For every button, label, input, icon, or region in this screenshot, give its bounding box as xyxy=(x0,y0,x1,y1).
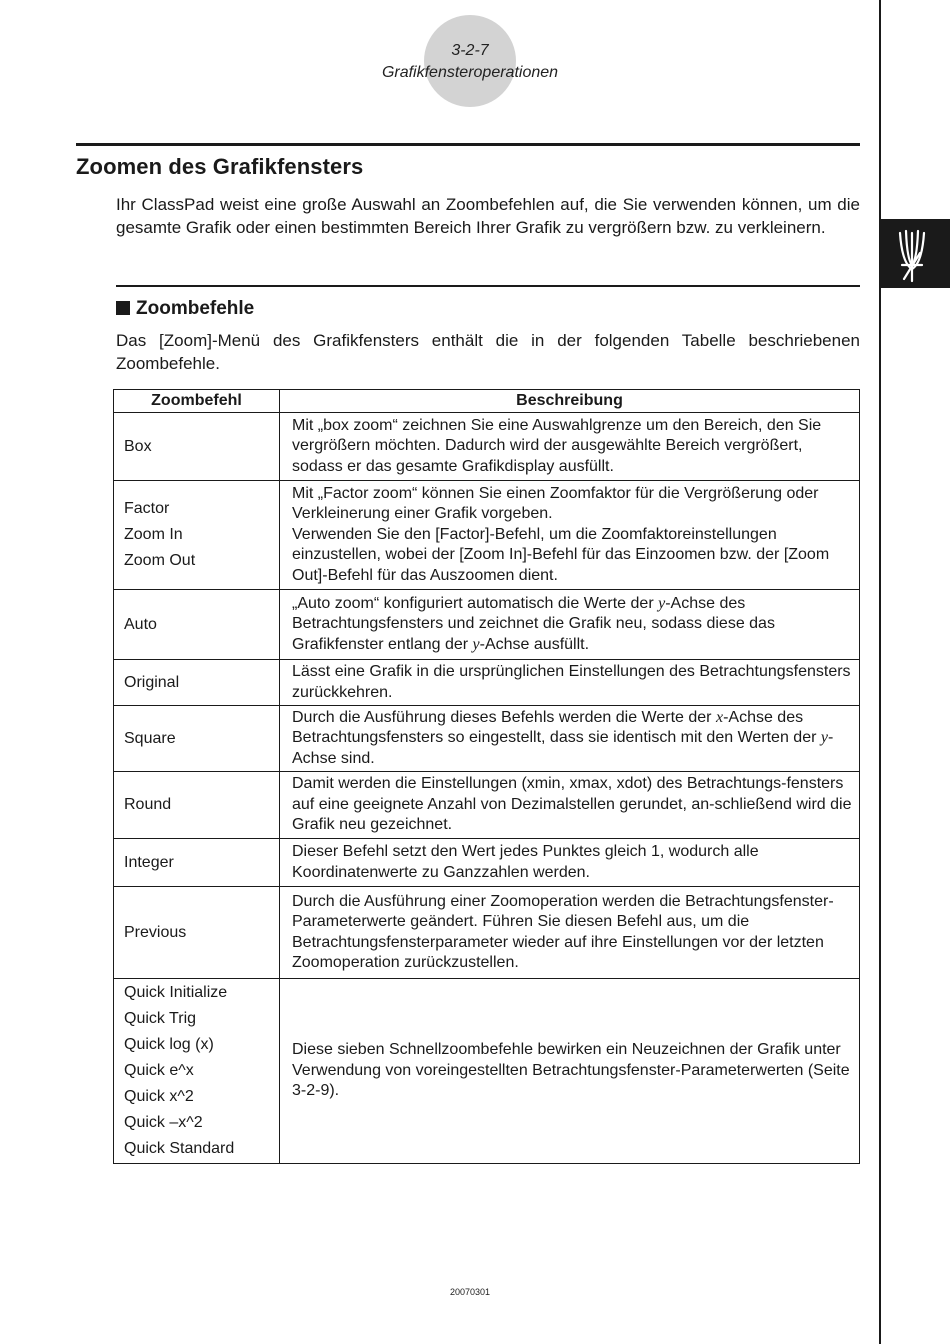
description-text: Durch die Ausführung dieses Befehls werden die Werte der xyxy=(292,708,716,726)
table-row xyxy=(114,481,860,590)
command-name: Quick Trig xyxy=(124,1010,197,1027)
command-name: Quick Standard xyxy=(124,1140,235,1157)
axis-variable: x xyxy=(715,708,724,726)
table-header-row xyxy=(114,390,860,413)
column-header-command: Zoombefehl xyxy=(114,390,280,413)
command-name: Round xyxy=(124,796,172,813)
command-cell xyxy=(114,590,280,660)
description-cell xyxy=(280,979,860,1164)
table-row xyxy=(114,590,860,660)
intro-paragraph: Ihr ClassPad weist eine große Auswahl an Zoombefehlen auf, die Sie verwenden können, um die gesamte Grafik oder einen bestimmten Bereich Ihrer Grafik zu vergrößern bzw. zu verkleinern. xyxy=(116,195,860,237)
command-name: Integer xyxy=(124,853,174,871)
table-row xyxy=(114,772,860,839)
header-circle xyxy=(424,15,516,107)
axis-variable: y xyxy=(820,729,828,747)
chapter-tab xyxy=(880,219,950,288)
command-cell xyxy=(114,772,280,839)
table-row xyxy=(114,706,860,772)
description-text: -Achse des Betrachtungsfensters und zeichnet die Grafik neu, sodass diese das Grafikfenster entlang der xyxy=(292,594,775,653)
description-text: „Auto zoom“ konfiguriert automatisch die Werte der xyxy=(292,594,659,612)
table-row xyxy=(114,413,860,481)
title-rule xyxy=(76,143,860,146)
command-name: Quick log (x) xyxy=(124,1036,214,1053)
description-text: -Achse des Betrachtungsfensters so eingestellt, dass sie identisch mit den Werten der xyxy=(292,708,821,747)
axis-variable: y xyxy=(472,635,480,653)
description-cell xyxy=(280,481,860,590)
footer-code: 20070301 xyxy=(449,1287,491,1297)
description-text: -Achse ausfüllt. xyxy=(479,635,590,653)
command-cell xyxy=(114,839,280,887)
subsection-description: Das [Zoom]-Menü des Grafikfensters enthält die in der folgenden Tabelle beschriebenen Zoombefehle. xyxy=(116,331,860,373)
command-name: Box xyxy=(124,437,152,455)
description-text: Diese sieben Schnellzoombefehle bewirken ein Neuzeichnen der Grafik unter Verwendung von voreingestellten Betrachtungsfenster-Parameterwerten (Seite 3-2-9). xyxy=(292,1041,850,1100)
command-name: Quick x^2 xyxy=(124,1088,194,1105)
square-bullet-icon xyxy=(116,301,130,315)
command-cell xyxy=(114,706,280,772)
table-row xyxy=(114,887,860,979)
command-name: Factor xyxy=(124,500,170,517)
description-text: Mit „Factor zoom“ können Sie einen Zoomfaktor für die Vergrößerung oder Verkleinerung einer Grafik vorgeben. xyxy=(292,484,819,523)
page-title: Zoomen des Grafikfensters xyxy=(76,154,364,179)
description-cell xyxy=(280,413,860,481)
description-text: Durch die Ausführung einer Zoomoperation werden die Betrachtungsfenster-Parameterwerte geändert. Führen Sie diesen Befehl aus, um die Betrachtungsfensterparameter wieder auf ihre Einstellungen vor der letzten Zoomoperation zurückzustellen. xyxy=(292,892,834,971)
description-text: Dieser Befehl setzt den Wert jedes Punktes gleich 1, wodurch alle Koordinatenwerte zu Ganzzahlen werden. xyxy=(292,843,759,881)
command-name: Previous xyxy=(124,923,187,941)
table-row xyxy=(114,660,860,706)
description-text: Lässt eine Grafik in die ursprünglichen Einstellungen des Betrachtungsfensters zurückkehren. xyxy=(292,663,851,701)
command-cell xyxy=(114,660,280,706)
command-name: Quick –x^2 xyxy=(124,1114,203,1131)
subsection-title-text: Zoombefehle xyxy=(136,298,255,319)
column-header-description: Beschreibung xyxy=(280,390,860,413)
axis-variable: y xyxy=(658,594,666,612)
command-name: Zoom Out xyxy=(124,552,196,569)
command-cell xyxy=(114,481,280,590)
page-number: 3-2-7 xyxy=(451,42,489,59)
subsection-title xyxy=(116,298,254,320)
subsection-rule xyxy=(116,285,860,287)
table-row xyxy=(114,839,860,887)
zoom-commands-table xyxy=(113,389,860,1164)
description-text: Mit „box zoom“ zeichnen Sie eine Auswahlgrenze um den Bereich, den Sie vergrößern möchten. Dadurch wird der ausgewählte Bereich vergrößert, sodass er das gesamte Grafikdisplay ausfüllt. xyxy=(292,416,822,475)
description-cell xyxy=(280,590,860,660)
section-name: Grafikfensteroperationen xyxy=(381,64,559,81)
description-cell xyxy=(280,887,860,979)
command-name: Square xyxy=(124,729,176,747)
right-margin-rule xyxy=(879,0,881,1344)
command-name: Quick e^x xyxy=(124,1062,194,1079)
description-cell xyxy=(280,772,860,839)
command-cell xyxy=(114,413,280,481)
command-name: Zoom In xyxy=(124,526,183,543)
description-text: Damit werden die Einstellungen (xmin, xmax, xdot) des Betrachtungs-fensters auf eine geeignete Anzahl von Dezimalstellen gerundet, an-schließend wird die Grafik neu gezeichnet. xyxy=(292,775,852,834)
command-name: Quick Initialize xyxy=(124,984,228,1001)
description-cell xyxy=(280,839,860,887)
description-cell xyxy=(280,660,860,706)
graph-function-icon xyxy=(888,223,936,285)
table-row xyxy=(114,979,860,1164)
command-cell xyxy=(114,979,280,1164)
command-cell xyxy=(114,887,280,979)
description-text: -Achse sind. xyxy=(292,729,834,767)
command-name: Original xyxy=(124,673,180,691)
description-cell xyxy=(280,706,860,772)
command-name: Auto xyxy=(124,615,157,633)
description-text: Verwenden Sie den [Factor]-Befehl, um die Zoomfaktoreinstellungen einzustellen, wobei der [Zoom In]-Befehl für das Einzoomen bzw. der [Zoom Out]-Befehl für das Auszoomen dient. xyxy=(292,525,830,584)
